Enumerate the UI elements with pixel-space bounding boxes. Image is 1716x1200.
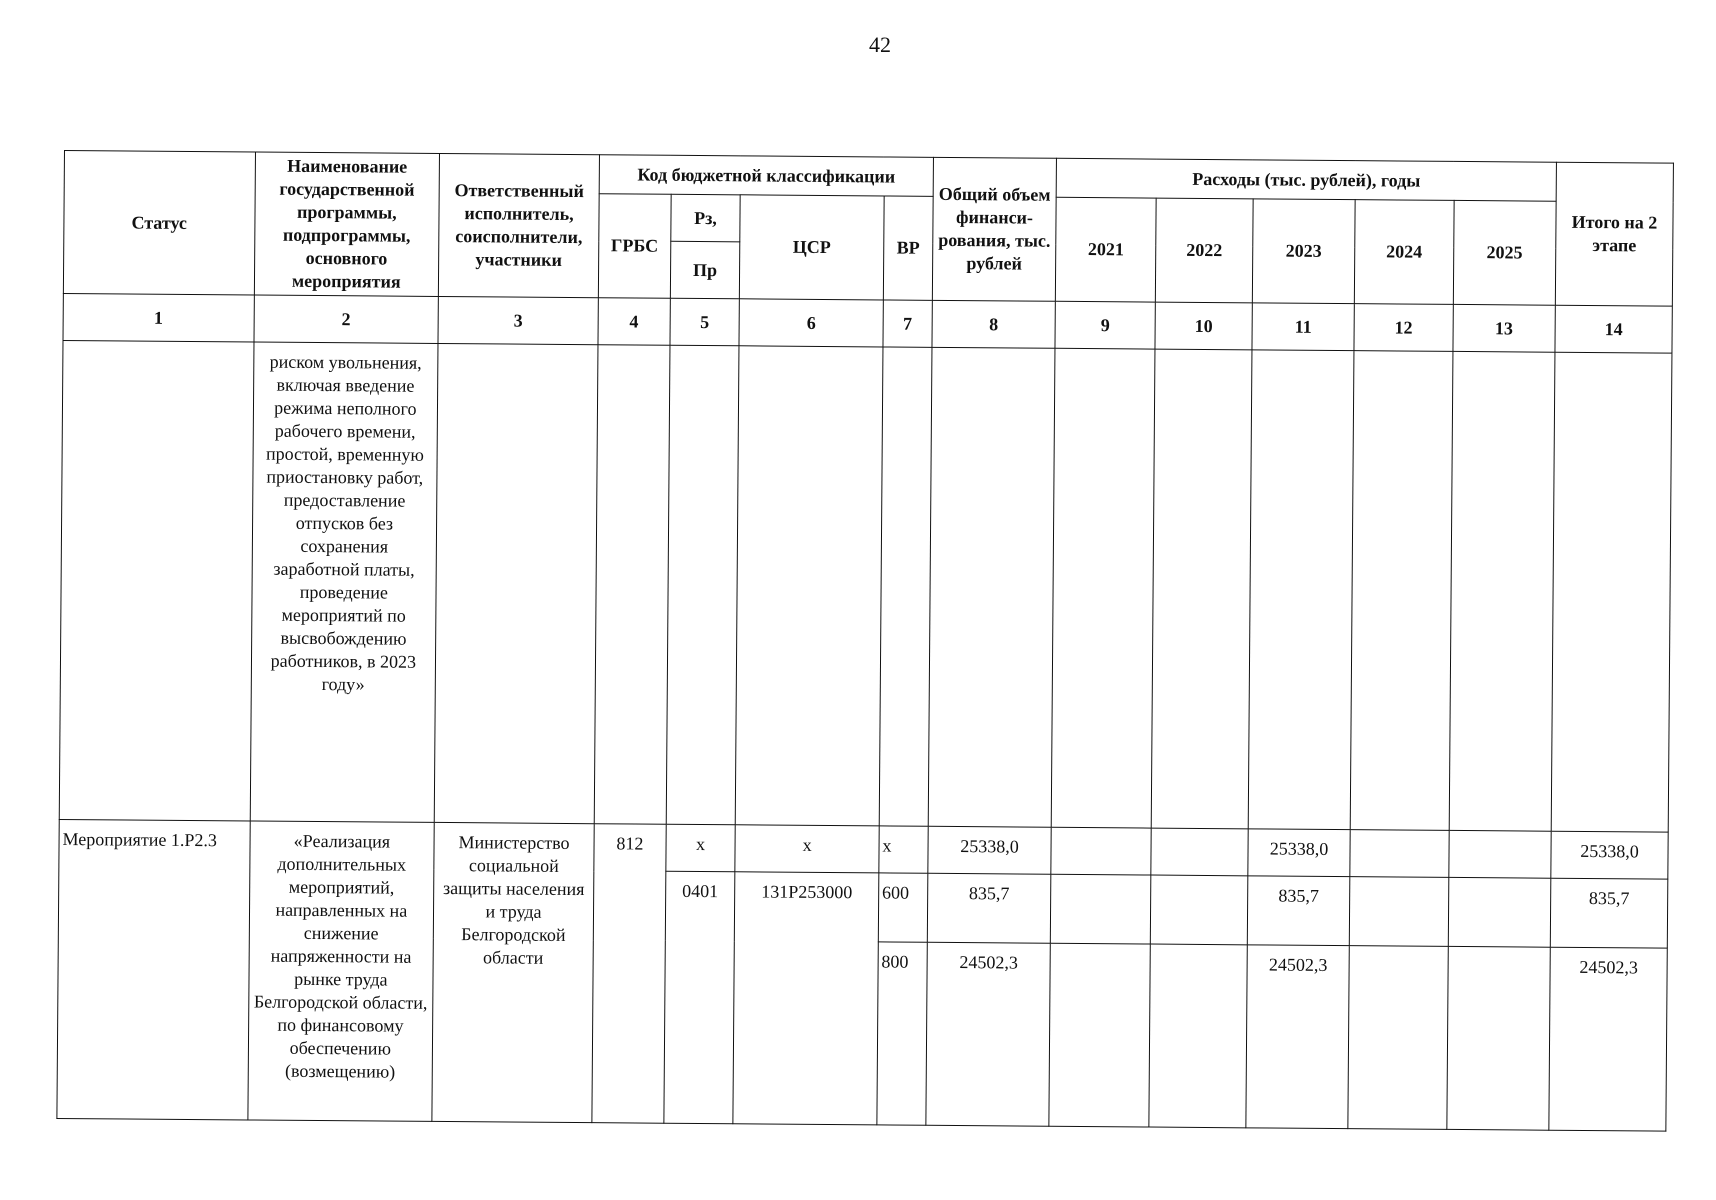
header-year-2022: 2022 [1156,198,1253,303]
event-responsible: Министерство социальной защиты населения и труда Белгородской области [432,822,594,1122]
event-2022 [1151,828,1248,876]
event-2024 [1350,877,1449,947]
event-2024 [1348,946,1448,1130]
header-budget-code: Код бюджетной классификации [599,155,933,197]
column-number: 3 [438,296,598,344]
empty-cell [1350,351,1452,831]
budget-table [56,150,1674,1132]
empty-cell [928,347,1055,827]
empty-cell [434,343,598,823]
page-number: 42 [869,32,891,57]
empty-cell [1551,352,1672,832]
column-number: 11 [1252,303,1355,351]
event-2021 [1051,827,1152,875]
header-vr: ВР [883,196,933,300]
column-number: 12 [1354,304,1453,352]
event-stage-total: 835,7 [1550,878,1667,948]
empty-cell [879,347,932,826]
empty-cell [59,340,253,820]
event-csr: х [735,825,879,873]
event-2023: 835,7 [1247,876,1350,946]
event-status: Мероприятие 1.Р2.3 [57,819,250,1119]
header-status: Статус [63,151,255,295]
event-stage-total: 24502,3 [1549,947,1667,1131]
event-vr: х [879,826,929,873]
empty-cell [666,345,739,825]
column-number: 1 [63,293,254,341]
empty-cell [1152,349,1252,829]
header-program-name: Наименование государственной программы, подпрограммы, основного мероприятия [254,152,440,296]
header-expenses: Расходы (тыс. рублей), годы [1056,158,1556,201]
empty-cell [594,345,669,825]
header-year-2025: 2025 [1453,200,1556,305]
header-total-volume: Общий объем финанси-рования, тыс. рублей [932,157,1056,301]
column-number: 9 [1055,301,1156,349]
empty-cell [1248,350,1354,830]
event-2023: 24502,3 [1246,945,1350,1129]
event-2024 [1350,830,1449,878]
event-2023: 25338,0 [1248,829,1351,877]
header-year-2021: 2021 [1055,197,1156,302]
event-2025 [1446,946,1550,1130]
event-2022 [1149,944,1247,1128]
column-number: 10 [1155,302,1252,350]
header-csr: ЦСР [740,195,884,300]
column-number: 7 [883,300,933,347]
continuation-row [59,340,1672,832]
event-2022 [1151,875,1248,945]
event-vr: 800 [877,942,928,1125]
event-2021 [1049,943,1151,1127]
event-total: 25338,0 [928,826,1051,874]
header-year-2024: 2024 [1355,200,1454,305]
column-number: 13 [1453,304,1556,352]
empty-cell [1051,348,1155,828]
event-total: 24502,3 [926,942,1050,1126]
header-rz: Рз, [670,194,740,242]
event-name: «Реализация дополнительных мероприятий, направленных на снижение напряженности на рынке труда Белгородской области, по финансовому обеспечению (возмещению) [247,821,434,1121]
event-2025 [1448,877,1551,947]
event-rz: х [666,824,736,872]
empty-cell [1449,351,1555,831]
column-number: 14 [1555,305,1672,353]
event-2021 [1050,874,1151,944]
empty-cell [736,346,883,826]
column-number: 2 [254,295,439,343]
event-2025 [1448,830,1551,878]
header-stage-total: Итого на 2 этапе [1555,162,1673,306]
event-csr: 131Р253000 [733,872,878,1125]
column-number: 6 [739,299,883,347]
header-responsible: Ответственный исполнитель, соисполнители, участники [438,153,599,297]
event-stage-total: 25338,0 [1551,831,1668,879]
event-total: 835,7 [927,873,1051,943]
header-year-2023: 2023 [1252,199,1355,304]
column-number: 4 [598,298,670,346]
column-number: 8 [932,300,1055,348]
continuation-text: риском увольнения, включая введение режима неполного рабочего времени, простой, временную приостановку работ, предоставление отпусков без сохранения заработной платы, проведение мероприятий по высвобождению работников, в 2023 году» [250,342,438,822]
event-grbs: 812 [592,824,666,1124]
event-vr: 600 [878,873,928,942]
event-rz: 0401 [664,871,736,1124]
header-grbs: ГРБС [598,194,671,299]
header-pr: Пр [670,241,740,299]
column-number: 5 [670,298,740,346]
